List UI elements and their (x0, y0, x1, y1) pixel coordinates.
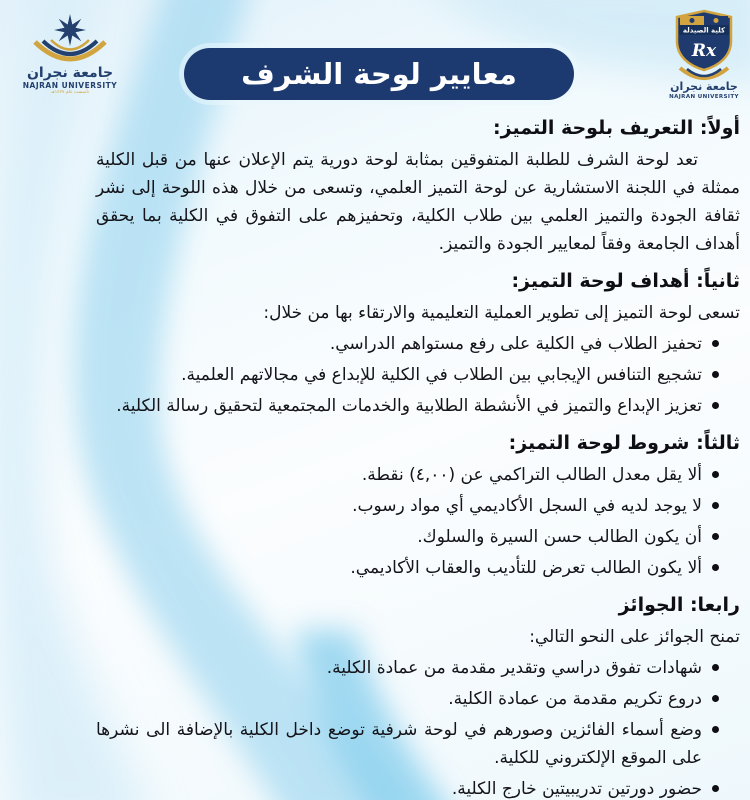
document-body (96, 105, 740, 800)
pharmacy-college-emblem (664, 8, 744, 100)
najran-university-emblem (22, 12, 118, 62)
list-item: وضع أسماء الفائزين وصورهم في لوحة شرفية توضع داخل الكلية بالإضافة الى نشرها على الموقع الإلكتروني للكلية. (96, 716, 702, 772)
list-item: ألا يقل معدل الطالب التراكمي عن (٤,٠٠) نقطة. (96, 461, 702, 489)
left-logo-arabic-name: جامعة نجران (26, 65, 114, 81)
section-conditions (96, 430, 740, 582)
section-definition (96, 115, 740, 258)
objectives-list (96, 330, 740, 420)
pharmacy-college-logo (664, 8, 744, 104)
right-logo-english-name: NAJRAN UNIVERSITY (669, 94, 739, 100)
awards-list (96, 654, 740, 800)
section-objectives (96, 268, 740, 420)
page-title: معايير لوحة الشرف (241, 57, 517, 91)
list-item: ألا يكون الطالب تعرض للتأديب والعقاب الأكاديمي. (96, 554, 702, 582)
section-awards-intro: تمنح الجوائز على النحو التالي: (529, 627, 740, 647)
title-banner (184, 48, 574, 100)
list-item: أن يكون الطالب حسن السيرة والسلوك. (96, 523, 702, 551)
list-item: لا يوجد لديه في السجل الأكاديمي أي مواد رسوب. (96, 492, 702, 520)
star-icon (54, 14, 86, 46)
conditions-list (96, 461, 740, 582)
list-item: تشجيع التنافس الإيجابي بين الطلاب في الكلية للإبداع في مجالاتهم العلمية. (96, 361, 702, 389)
list-item: شهادات تفوق دراسي وتقدير مقدمة من عمادة الكلية. (96, 654, 702, 682)
list-item: حضور دورتين تدريبيتين خارج الكلية. (96, 775, 702, 800)
list-item: تعزيز الإبداع والتميز في الأنشطة الطلابية والخدمات المجتمعية لتحقيق رسالة الكلية. (96, 392, 702, 420)
college-name-label: كلية الصيدلة (682, 26, 726, 35)
butterfly-icon-2 (714, 18, 719, 23)
section-definition-heading: أولاً: التعريف بلوحة التميز: (493, 117, 740, 139)
najran-university-logo (22, 12, 118, 95)
section-conditions-heading: ثالثاً: شروط لوحة التميز: (508, 432, 740, 454)
section-awards-heading: رابعا: الجوائز (618, 594, 740, 616)
section-objectives-intro: تسعى لوحة التميز إلى تطوير العملية التعليمية والارتقاء بها من خلال: (263, 303, 740, 323)
section-objectives-heading: ثانياً: أهداف لوحة التميز: (511, 270, 740, 292)
list-item: تحفيز الطلاب في الكلية على رفع مستواهم الدراسي. (96, 330, 702, 358)
butterfly-icon (690, 18, 695, 23)
rx-symbol: Rx (691, 41, 717, 61)
left-logo-tagline: تأسست عام ١٤٢٧هـ (51, 90, 89, 95)
section-awards (96, 592, 740, 800)
list-item: دروع تكريم مقدمة من عمادة الكلية. (96, 685, 702, 713)
section-definition-paragraph: تعد لوحة الشرف للطلبة المتفوقين بمثابة لوحة دورية يتم الإعلان عنها من قبل الكلية ممثلة في اللجنة الاستشارية عن لوحة التميز العلمي، وتسعى من خلال هذه اللوحة إلى نشر ثقافة الجودة والتميز العلمي بين طلاب الكلية، وتحفيزهم على التفوق في الكلية بما يحقق أهداف الجامعة وفقاً لمعايير الجودة والتميز. (96, 150, 740, 254)
right-logo-arabic-name: جامعة نجران (670, 80, 738, 93)
left-logo-english-name: NAJRAN UNIVERSITY (22, 81, 118, 90)
